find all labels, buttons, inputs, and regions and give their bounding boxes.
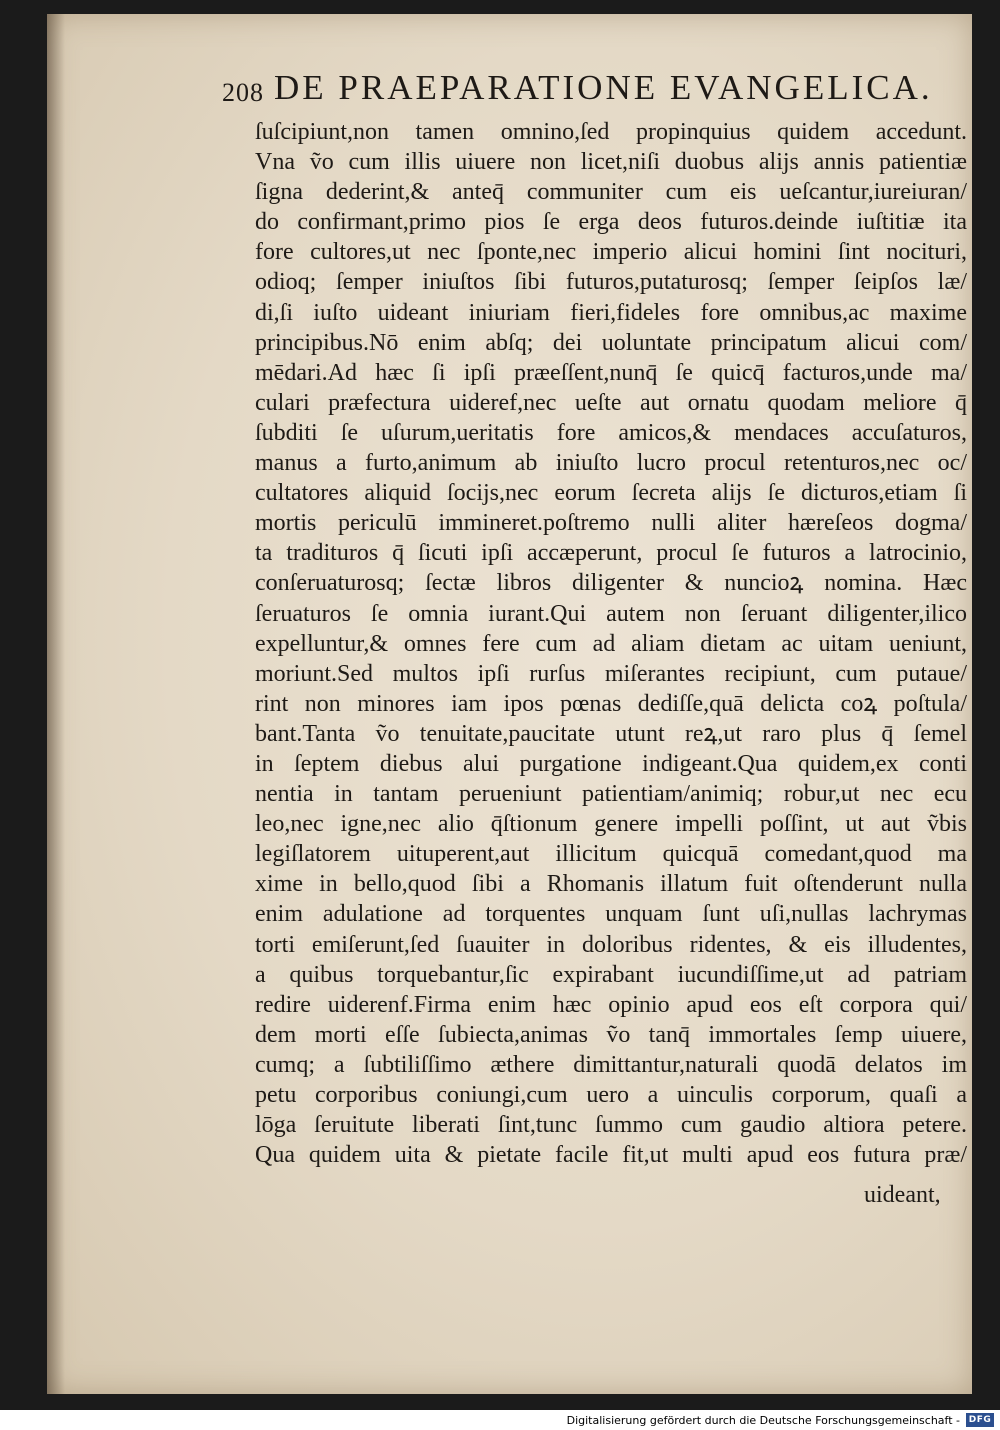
text-line: cultatores aliquid ſocijs,nec eorum ſecreta alijs ſe dicturos,etiam ſi — [255, 480, 967, 507]
text-line: ta tradituros q̄ ſicuti ipſi accæperunt, procul ſe futuros a latrocinio, — [255, 540, 967, 567]
text-line: redire uiderenf.Firma enim hæc opinio apud eos eſt corpora qui/ — [255, 991, 967, 1018]
page-gutter-shadow — [47, 14, 65, 1394]
text-line: dem morti eſſe ſubiecta,animas ṽo tanq̄ immortales ſemp uiuere, — [255, 1021, 967, 1048]
text-line: nentia in tantam perueniunt patientiam/animiq; robur,ut nec ecu — [255, 781, 967, 808]
text-line: ſuſcipiunt,non tamen omnino,ſed propinquius quidem accedunt. — [255, 119, 967, 145]
text-line: rint non minores iam ipos pœnas dediſſe,quā delicta coꝝ poſtula/ — [255, 690, 967, 717]
text-line: a quibus torquebantur,ſic expirabant iucundiſſime,ut ad patriam — [255, 961, 967, 988]
funding-credit: Digitalisierung gefördert durch die Deutsche Forschungsgemeinschaft - — [566, 1414, 960, 1427]
text-line: xime in bello,quod ſibi a Rhomanis illatum fuit oſtenderunt nulla — [255, 871, 967, 898]
text-line: do confirmant,primo pios ſe erga deos futuros.deinde iuſtitiæ ita — [255, 209, 967, 236]
text-line: Qua quidem uita & pietate facile fit,ut multi apud eos futura præ/ — [255, 1142, 967, 1169]
text-line: leo,nec igne,nec alio q̄ſtionum genere impelli poſſint, ut aut ṽbis — [255, 811, 967, 838]
text-line: ſubditi ſe uſurum,ueritatis fore amicos,& mendaces accuſaturos, — [255, 419, 967, 446]
text-line: legiſlatorem uituperent,aut illicitum quicquā comedant,quod ma — [255, 841, 967, 868]
text-line: ſigna dederint,& anteq̄ communiter cum eis ueſcantur,iureiuran/ — [255, 179, 967, 206]
text-line: petu corporibus coniungi,cum uero a uinculis corporum, quaſi a — [255, 1082, 967, 1108]
text-line: culari præfectura uideref,nec ueſte aut ornatu quodam meliore q̄ — [255, 389, 967, 416]
text-line: expelluntur,& omnes fere cum ad aliam dietam ac uitam ueniunt, — [255, 630, 967, 657]
text-line: Vna ṽo cum illis uiuere non licet,niſi duobus alijs annis patientiæ — [255, 149, 967, 176]
text-line: mortis periculū immineret.poſtremo nulli aliter hæreſeos dogma/ — [255, 510, 967, 537]
text-line: di,ſi iuſto uideant iniuriam fieri,fideles fore omnibus,ac maxime — [255, 299, 967, 326]
text-line: cumq; a ſubtiliſſimo æthere dimittantur,naturali quodā delatos im — [255, 1051, 967, 1078]
text-line: conſeruaturosq; ſectæ libros diligenter & nuncioꝝ nomina. Hæc — [255, 570, 967, 597]
running-head: DE PRAEPARATIONE EVANGELICA. — [274, 68, 933, 107]
page-header — [222, 68, 962, 112]
text-line: mēdari.Ad hæc ſi ipſi præeſſent,nunq̄ ſe quicq̄ facturos,unde ma/ — [255, 359, 967, 386]
text-line: manus a furto,animum ab iniuſto lucro procul retenturos,nec oc/ — [255, 450, 967, 477]
text-line: principibus.Nō enim abſq; dei uoluntate principatum alicui com/ — [255, 329, 967, 356]
body-text — [255, 117, 967, 1170]
text-line: ſeruaturos ſe omnia iurant.Qui autem non ſeruant diligenter,ilico — [255, 600, 967, 627]
text-line: odioq; ſemper iniuſtos ſibi futuros,putaturosq; ſemper ſeipſos læ/ — [255, 269, 967, 296]
text-line: bant.Tanta ṽo tenuitate,paucitate utunt reꝝ,ut raro plus q̄ ſemel — [255, 720, 967, 747]
digitization-footer — [0, 1410, 1000, 1430]
text-line: fore cultores,ut nec ſponte,nec imperio alicui homini ſint nocituri, — [255, 239, 967, 266]
text-line: enim adulatione ad torquentes unquam ſunt uſi,nullas lachrymas — [255, 901, 967, 928]
text-line: in ſeptem diebus alui purgatione indigeant.Qua quidem,ex conti — [255, 750, 967, 777]
text-line: moriunt.Sed multos ipſi rurſus miſerantes recipiunt, cum putaue/ — [255, 660, 967, 687]
page-number: 208 — [222, 78, 264, 107]
dfg-logo: DFG — [966, 1413, 994, 1427]
text-line: torti emiſerunt,ſed ſuauiter in doloribus ridentes, & eis illudentes, — [255, 931, 967, 958]
catchword: uideant, — [864, 1182, 941, 1208]
text-line: lōga ſeruitute liberati ſint,tunc ſummo cum gaudio altiora petere. — [255, 1112, 967, 1139]
